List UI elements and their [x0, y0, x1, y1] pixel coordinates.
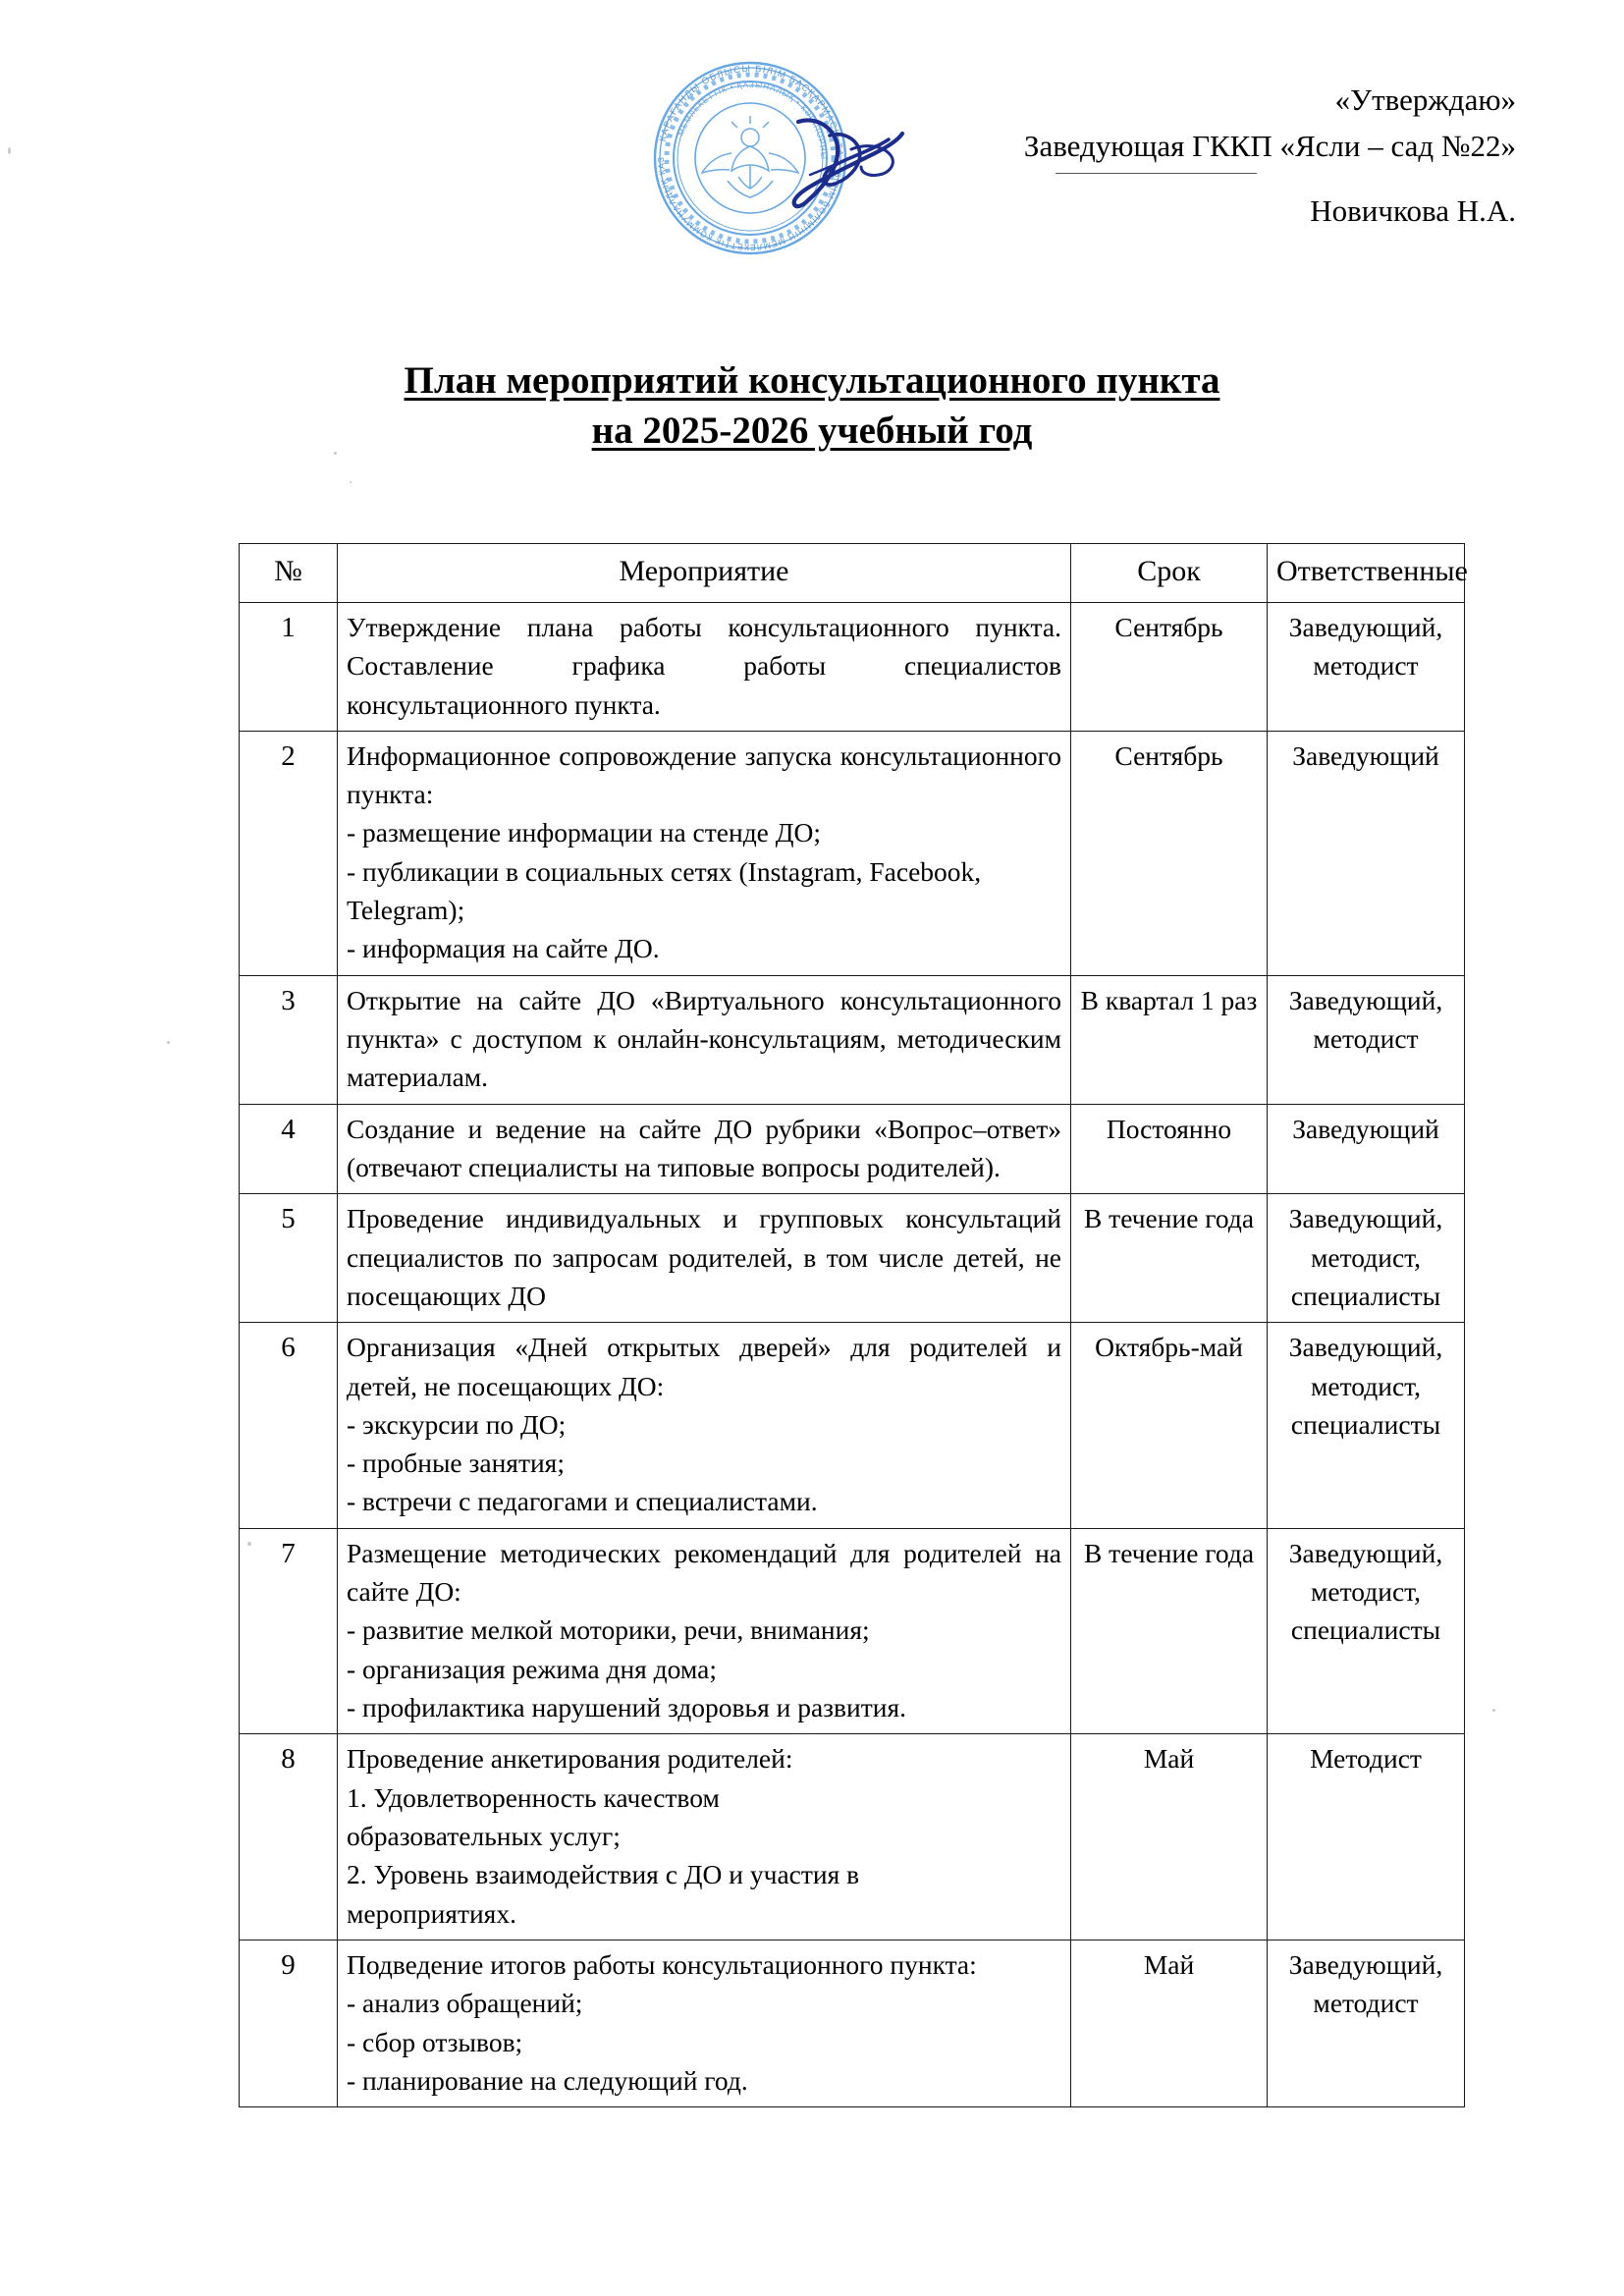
event-paragraph: - размещение информации на стенде ДО; [347, 817, 822, 848]
event-paragraph: - экскурсии по ДО; [347, 1408, 567, 1440]
cell-term: В течение года [1071, 1194, 1268, 1323]
cell-event [338, 1194, 1071, 1323]
event-paragraph: - профилактика нарушений здоровья и развития. [347, 1692, 906, 1723]
cell-responsible: Заведующий, методист [1268, 1940, 1465, 2106]
event-paragraph: - информация на сайте ДО. [347, 933, 660, 964]
cell-event [338, 1940, 1071, 2106]
scan-speck [8, 147, 11, 154]
cell-term: Май [1071, 1734, 1268, 1941]
page-title-line-2: на 2025-2026 учебный год [591, 410, 1033, 453]
event-paragraph: Открытие на сайте ДО «Виртуального консультационного пункта» с доступом к онлайн-консультациям, методическим материалам. [347, 984, 1061, 1093]
cell-term: Сентябрь [1071, 602, 1268, 731]
cell-responsible: Заведующий, методист [1268, 975, 1465, 1104]
event-paragraph: мероприятиях. [347, 1897, 516, 1929]
svg-text:МЕМЛЕКЕТТІК • ҚАЗЫНАЛЫҚ • КӘСІ: МЕМЛЕКЕТТІК • ҚАЗЫНАЛЫҚ • КӘСІПОРНЫ [676, 80, 829, 161]
table-header-row [240, 544, 1465, 603]
table-row [240, 1323, 1465, 1529]
cell-number: 9 [240, 1940, 338, 2106]
cell-term: Сентябрь [1071, 731, 1268, 975]
cell-responsible: Заведующий, методист, специалисты [1268, 1194, 1465, 1323]
event-paragraph: - анализ обращений; [347, 1988, 583, 2019]
cell-event [338, 602, 1071, 731]
column-header-event: Мероприятие [338, 544, 1071, 603]
event-paragraph: 1. Удовлетворенность качеством [347, 1781, 720, 1813]
event-paragraph: - публикации в социальных сетях (Instagram, Facebook, Telegram); [347, 855, 982, 926]
svg-text:ҚАРАҒАНДЫ ОБЛЫСЫ БІЛІМ БАСҚАРМ: ҚАРАҒАНДЫ ОБЛЫСЫ БІЛІМ БАСҚАРМАСЫ ТА [657, 63, 845, 158]
table-row [240, 602, 1465, 731]
event-paragraph: - встречи с педагогами и специалистами. [347, 1486, 818, 1517]
cell-number: 7 [240, 1528, 338, 1734]
event-paragraph: - развитие мелкой моторики, речи, внимания; [347, 1614, 870, 1646]
cell-event [338, 731, 1071, 975]
page-title [0, 355, 1624, 457]
table-row [240, 731, 1465, 975]
table-row [240, 1940, 1465, 2106]
column-header-responsible: Ответственные [1268, 544, 1465, 603]
column-header-term: Срок [1071, 544, 1268, 603]
cell-number: 8 [240, 1734, 338, 1941]
event-paragraph: Утверждение плана работы консультационного пункта. Составление графика работы специалистов консультационного пункта. [347, 611, 1061, 720]
approve-label: «Утверждаю» [1334, 82, 1516, 117]
table-row [240, 1104, 1465, 1194]
event-paragraph: - планирование на следующий год. [347, 2064, 748, 2096]
event-paragraph: Проведение анкетирования родителей: [347, 1743, 793, 1775]
event-paragraph: 2. Уровень взаимодействия с ДО и участия в [347, 1859, 860, 1890]
cell-term: В течение года [1071, 1528, 1268, 1734]
cell-event [338, 975, 1071, 1104]
event-paragraph: - организация режима дня дома; [347, 1653, 717, 1684]
cell-term: В квартал 1 раз [1071, 975, 1268, 1104]
cell-event [338, 1528, 1071, 1734]
table-row [240, 1528, 1465, 1734]
event-paragraph: - пробные занятия; [347, 1448, 565, 1479]
cell-term: Май [1071, 1940, 1268, 2106]
page-title-line-1: План мероприятий консультационного пункта [404, 359, 1220, 402]
approver-name: Новичкова Н.А. [1310, 192, 1516, 228]
plan-table [239, 543, 1468, 2107]
event-paragraph: Размещение методических рекомендаций для родителей на сайте ДО: [347, 1537, 1061, 1608]
cell-responsible: Заведующий, методист, специалисты [1268, 1323, 1465, 1529]
handwritten-signature [781, 106, 928, 214]
plan-table-container [239, 543, 1468, 2107]
column-header-number: № [240, 544, 338, 603]
cell-number: 4 [240, 1104, 338, 1194]
table-row [240, 1194, 1465, 1323]
cell-responsible: Заведующий, методист [1268, 602, 1465, 731]
event-paragraph: Проведение индивидуальных и групповых консультаций специалистов по запросам родителей, в том числе детей, не посещающих ДО [347, 1203, 1061, 1311]
event-paragraph: Информационное сопровождение запуска консультационного пункта: [347, 739, 1061, 810]
event-paragraph: образовательных услуг; [347, 1820, 621, 1851]
cell-event [338, 1734, 1071, 1941]
cell-responsible: Заведующий [1268, 1104, 1465, 1194]
approval-header [907, 79, 1516, 232]
scan-speck [1492, 1709, 1495, 1712]
table-row [240, 975, 1465, 1104]
cell-number: 3 [240, 975, 338, 1104]
cell-number: 1 [240, 602, 338, 731]
cell-event [338, 1104, 1071, 1194]
svg-text:БІЛІМ БӨЛІМІНІҢ МЕМЛЕКЕТТІК КО: БІЛІМ БӨЛІМІНІҢ МЕМЛЕКЕТТІК КОММУНАЛДЫҚ ҚАЗ [655, 155, 843, 253]
cell-term: Постоянно [1071, 1104, 1268, 1194]
cell-number: 2 [240, 731, 338, 975]
cell-responsible: Заведующий [1268, 731, 1465, 975]
cell-responsible: Методист [1268, 1734, 1465, 1941]
scan-speck [350, 481, 352, 483]
scan-speck [167, 1041, 170, 1044]
event-paragraph: - сбор отзывов; [347, 2026, 523, 2057]
cell-number: 6 [240, 1323, 338, 1529]
table-row [240, 1734, 1465, 1941]
approver-position: Заведующая ГККП «Ясли – сад №22» [1023, 129, 1516, 164]
cell-responsible: Заведующий, методист, специалисты [1268, 1528, 1465, 1734]
event-paragraph: Подведение итогов работы консультационного пункта: [347, 1948, 977, 1980]
event-paragraph: Создание и ведение на сайте ДО рубрики «Вопрос–ответ» (отвечают специалисты на типовые вопросы родителей). [347, 1113, 1061, 1182]
cell-event [338, 1323, 1071, 1529]
cell-number: 5 [240, 1194, 338, 1323]
event-paragraph: Организация «Дней открытых дверей» для родителей и детей, не посещающих ДО: [347, 1332, 1061, 1401]
cell-term: Октябрь-май [1071, 1323, 1268, 1529]
